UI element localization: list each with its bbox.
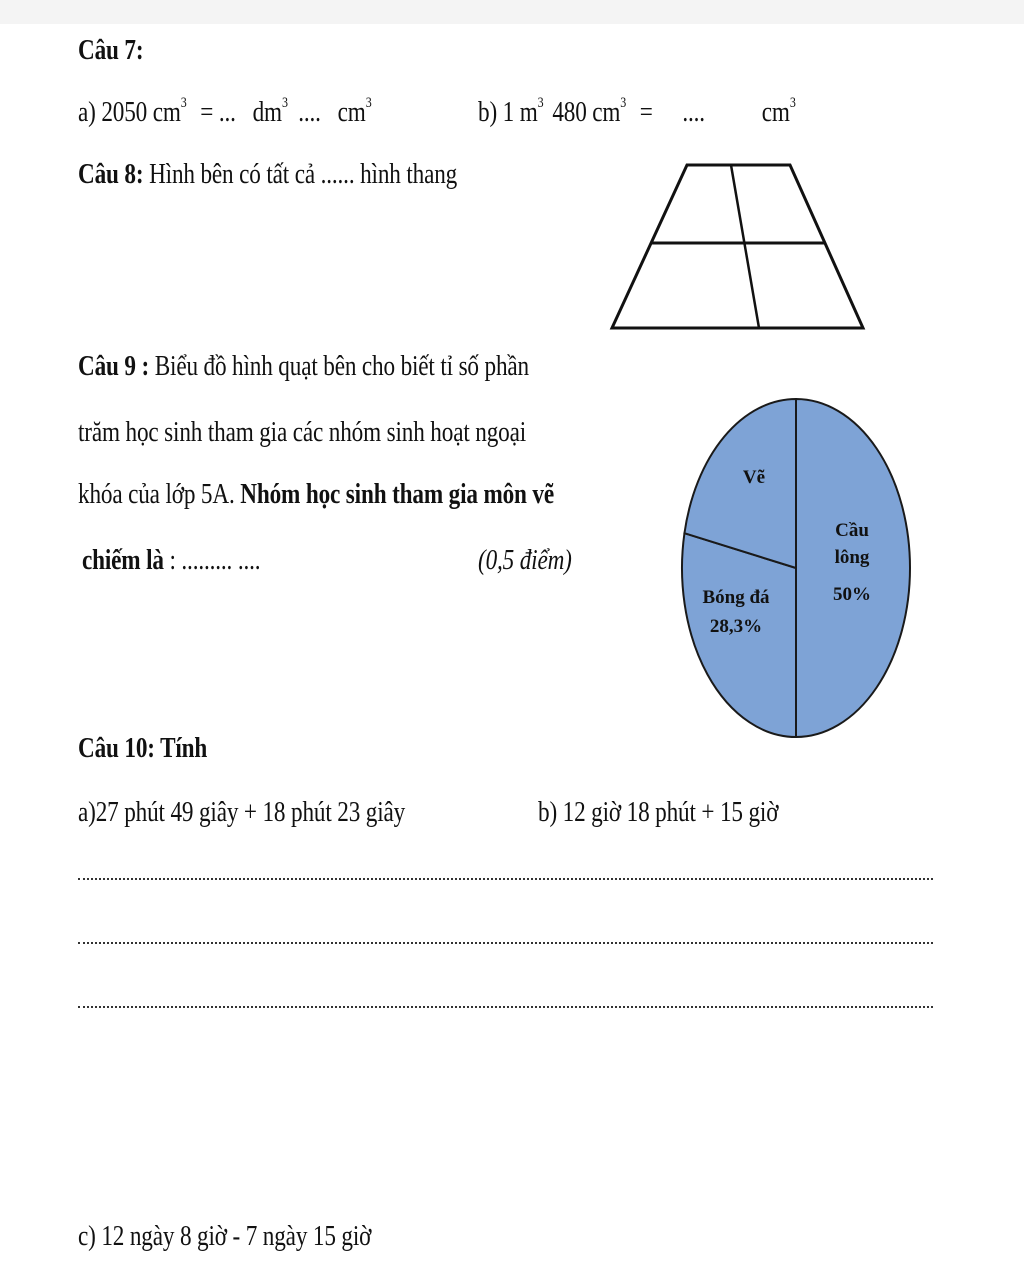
pie-label: lông xyxy=(834,547,870,568)
q10-part-b: b) 12 giờ 18 phút + 15 giờ xyxy=(538,796,779,828)
q9-line3-bold: Nhóm học sinh tham gia môn vẽ xyxy=(240,478,555,510)
q7-a-exp3: 3 xyxy=(365,95,372,111)
q8-text: Hình bên có tất cả ...... hình thang xyxy=(149,158,458,190)
q9-title: Câu 9 : xyxy=(78,350,150,382)
q7-a-exp1: 3 xyxy=(180,95,187,111)
trapezoid-divider xyxy=(731,165,759,328)
trapezoid-outline xyxy=(612,165,863,328)
q9-line4-dots: : ......... .... xyxy=(169,544,261,576)
q7-title: Câu 7: xyxy=(78,34,144,66)
q7-b-cm: cm xyxy=(761,96,790,128)
top-strip xyxy=(0,0,1024,24)
answer-line-2 xyxy=(78,942,933,944)
q9-line4 xyxy=(82,544,260,577)
pie-chart xyxy=(680,395,920,745)
q7-part-b xyxy=(478,96,796,129)
q8-title: Câu 8: xyxy=(78,158,144,190)
pie-label: Cầu xyxy=(835,520,869,541)
q7-a-dots: .... xyxy=(298,96,321,128)
pie-label: 28,3% xyxy=(709,616,763,637)
q9-line3 xyxy=(78,478,554,511)
q7-b-exp1: 3 xyxy=(537,95,544,111)
q7-a-exp2: 3 xyxy=(281,95,288,111)
q9-line3-normal: khóa của lớp 5A. xyxy=(78,478,235,510)
pie-label: Vẽ xyxy=(742,467,766,488)
q7-part-a xyxy=(78,96,372,129)
q7-a-dm: dm xyxy=(252,96,282,128)
q7-a-cm: cm xyxy=(337,96,366,128)
q7-b-prefix: b) 1 m xyxy=(478,96,538,128)
q9-line1 xyxy=(78,350,529,383)
answer-line-1 xyxy=(78,878,933,880)
q7-b-dots: .... xyxy=(682,96,705,128)
q7-b-mid: 480 cm xyxy=(552,96,621,128)
q9-line4-bold: chiếm là xyxy=(82,544,164,576)
slice-cau-long xyxy=(796,399,910,737)
pie-label: 50% xyxy=(833,584,871,605)
trapezoid-figure xyxy=(605,160,870,335)
q9-text1: Biểu đồ hình quạt bên cho biết tỉ số phần xyxy=(154,350,529,382)
q7-b-exp3: 3 xyxy=(789,95,796,111)
q8-question xyxy=(78,158,457,191)
q9-points: (0,5 điểm) xyxy=(478,544,572,576)
q7-b-exp2: 3 xyxy=(620,95,627,111)
q10-part-c: c) 12 ngày 8 giờ - 7 ngày 15 giờ xyxy=(78,1220,372,1252)
answer-line-3 xyxy=(78,1006,933,1008)
q10-title: Câu 10: Tính xyxy=(78,732,208,764)
q10-part-a: a)27 phút 49 giây + 18 phút 23 giây xyxy=(78,796,406,828)
pie-label: Bóng đá xyxy=(702,587,770,608)
q7-a-prefix: a) 2050 cm xyxy=(78,96,181,128)
q7-b-equals: = xyxy=(639,96,653,128)
q7-a-equals: = ... xyxy=(200,96,236,128)
q9-line2: trăm học sinh tham gia các nhóm sinh hoạt ngoại xyxy=(78,416,526,448)
